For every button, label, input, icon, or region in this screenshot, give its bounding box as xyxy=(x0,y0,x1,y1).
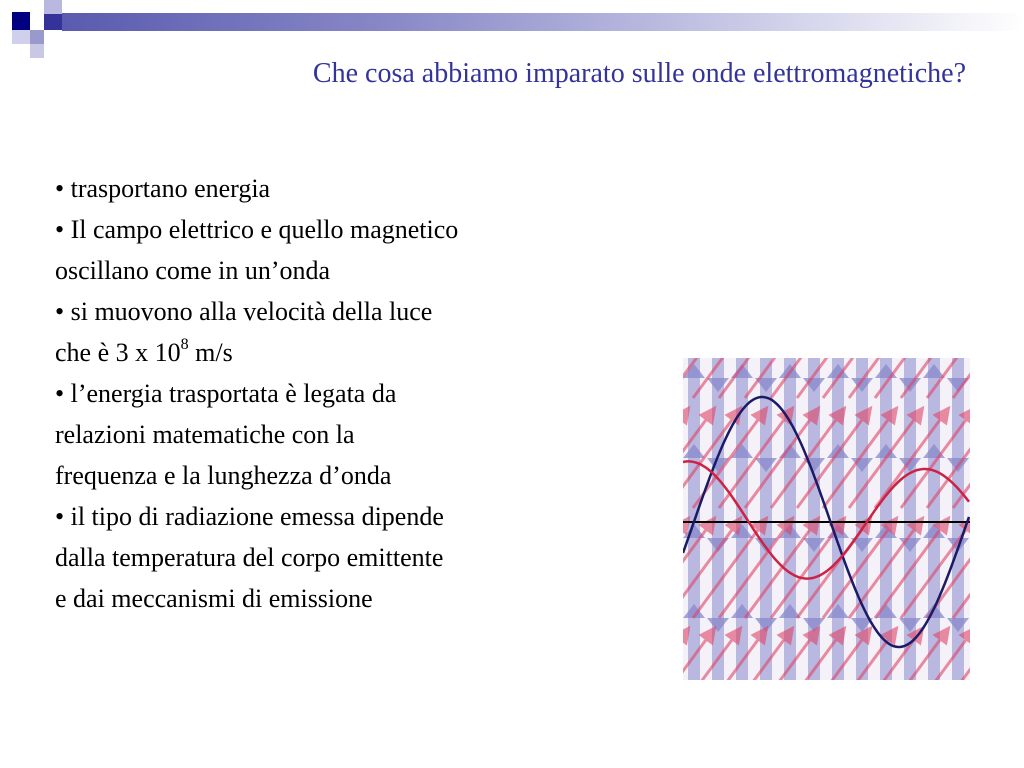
blue-arrow-shaft xyxy=(832,358,844,680)
exponent: 8 xyxy=(180,336,189,354)
bullet-line: • Il campo elettrico e quello magnetico xyxy=(55,215,459,244)
decorative-squares xyxy=(0,0,80,62)
slide-title: Che cosa abbiamo imparato sulle onde elettromagnetiche? xyxy=(312,58,966,89)
bullet-line: • l’energia trasportata è legata da xyxy=(55,379,397,408)
deco-square-pale-2 xyxy=(30,44,44,58)
bullet-line: • si muovono alla velocità della luce xyxy=(55,297,433,326)
blue-arrow-shaft xyxy=(928,358,940,680)
bullet-line: • trasportano energia xyxy=(55,174,271,203)
slide-body xyxy=(55,168,615,619)
electromagnetic-wave-illustration xyxy=(683,358,970,680)
bullet-line-continued: oscillano come in un’onda xyxy=(55,256,331,285)
header-gradient-bar xyxy=(62,13,1024,31)
speed-of-light-text: che è 3 x 10 xyxy=(55,338,181,367)
deco-square-mid xyxy=(30,30,44,44)
deco-square-pale xyxy=(12,30,30,44)
blue-arrow-shaft xyxy=(784,358,796,680)
bullet-line-continued xyxy=(55,332,615,373)
bullet-line-continued: frequenza e la lunghezza d’onda xyxy=(55,461,392,490)
deco-square-dark xyxy=(12,12,30,30)
bullet-line-continued: e dai meccanismi di emissione xyxy=(55,584,373,613)
bullet-line-continued: dalla temperatura del corpo emittente xyxy=(55,543,444,572)
bullet-line-continued: relazioni matematiche con la xyxy=(55,420,355,449)
deco-square-blue xyxy=(44,14,62,30)
speed-unit: m/s xyxy=(188,338,233,367)
bullet-line: • il tipo di radiazione emessa dipende xyxy=(55,502,444,531)
blue-arrow-shaft xyxy=(880,358,892,680)
deco-square-light xyxy=(44,0,62,14)
